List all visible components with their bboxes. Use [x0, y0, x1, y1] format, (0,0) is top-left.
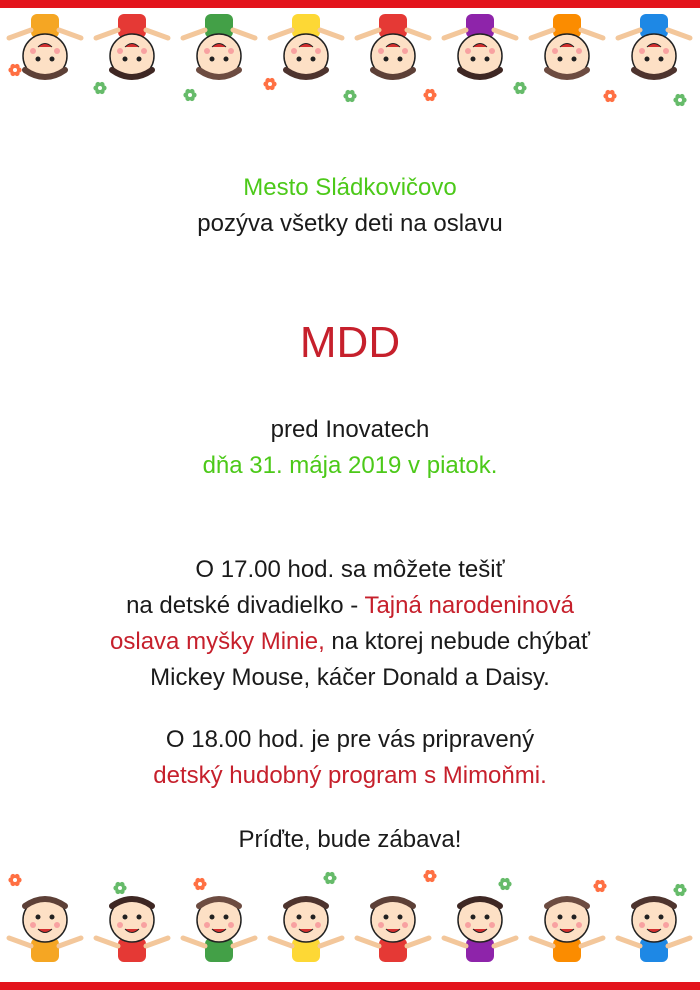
- theatre-title-part-1: Tajná narodeninová: [364, 592, 574, 619]
- child-icon: [357, 898, 429, 962]
- theatre-line-4: Mickey Mouse, káčer Donald a Daisy.: [150, 664, 550, 691]
- invitation-body: [0, 170, 700, 858]
- child-icon: [9, 898, 81, 962]
- event-title: MDD: [299, 318, 401, 367]
- child-icon: [96, 14, 168, 78]
- child-icon: [270, 14, 342, 78]
- flower-icon: [423, 89, 436, 101]
- children-holding-hands-icon: [0, 870, 700, 990]
- child-icon: [618, 898, 690, 962]
- event-location: pred Inovatech: [270, 416, 430, 443]
- child-icon: [96, 898, 168, 962]
- music-line-1: O 18.00 hod. je pre vás pripravený: [165, 726, 535, 753]
- flower-icon: [193, 878, 206, 890]
- event-date: dňa 31. mája 2019 v piatok.: [202, 452, 498, 479]
- child-icon: [444, 14, 516, 78]
- invite-line: pozýva všetky deti na oslavu: [197, 210, 503, 237]
- child-icon: [183, 14, 255, 78]
- child-icon: [183, 898, 255, 962]
- theatre-line-2: [0, 588, 700, 624]
- child-icon: [357, 14, 429, 78]
- flower-icon: [263, 78, 276, 90]
- flower-icon: [323, 872, 336, 884]
- theatre-line-1: O 17.00 hod. sa môžete tešiť: [195, 556, 505, 583]
- flower-icon: [603, 90, 616, 102]
- flower-icon: [183, 89, 196, 101]
- theatre-intro: na detské divadielko -: [126, 592, 365, 619]
- flower-icon: [8, 64, 21, 76]
- flower-icon: [513, 82, 526, 94]
- flower-icon: [343, 90, 356, 102]
- flower-icon: [93, 82, 106, 94]
- child-icon: [618, 14, 690, 78]
- theatre-guests-intro: na ktorej nebude chýbať: [324, 628, 590, 655]
- closing-line: Príďte, bude zábava!: [238, 826, 462, 853]
- music-line-2: detský hudobný program s Mimoňmi.: [153, 762, 547, 789]
- children-holding-hands-icon: [0, 0, 700, 110]
- bottom-red-border: [0, 982, 700, 990]
- flower-icon: [113, 882, 126, 894]
- theatre-title-part-2: oslava myšky Minie,: [110, 628, 325, 655]
- flower-icon: [593, 880, 606, 892]
- theatre-line-3: [0, 624, 700, 660]
- flower-icon: [8, 874, 21, 886]
- flower-icon: [673, 94, 686, 106]
- child-icon: [531, 898, 603, 962]
- flower-icon: [673, 884, 686, 896]
- child-icon: [531, 14, 603, 78]
- flower-icon: [423, 870, 436, 882]
- host-name: Mesto Sládkovičovo: [243, 174, 457, 201]
- child-icon: [444, 898, 516, 962]
- child-icon: [270, 898, 342, 962]
- flower-icon: [498, 878, 511, 890]
